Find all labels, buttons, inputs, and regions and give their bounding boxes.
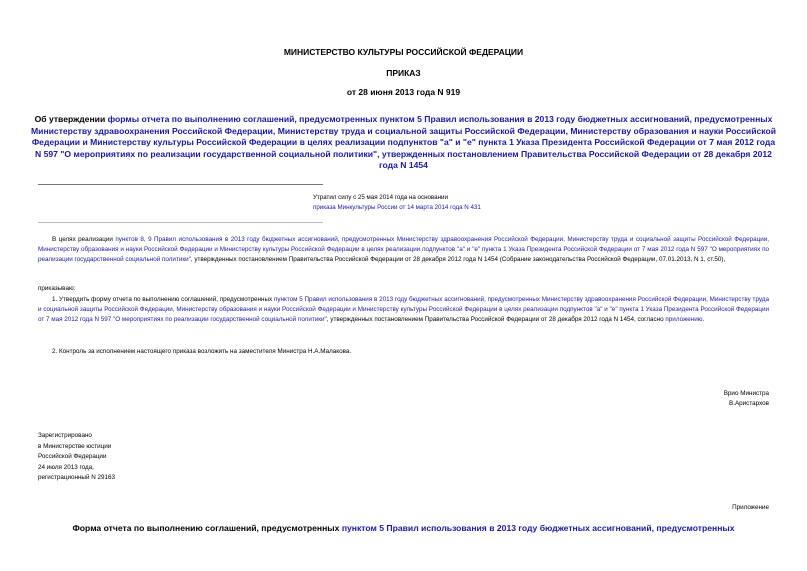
ministry-heading: МИНИСТЕРСТВО КУЛЬТУРЫ РОССИЙСКОЙ ФЕДЕРАЦИИ <box>283 47 524 57</box>
registration-line-5: регистрационный N 29163 <box>38 474 116 481</box>
status-line: Утратил силу с 25 мая 2014 года на основании <box>313 194 448 201</box>
order-word: приказываю: <box>38 285 76 292</box>
status-note <box>313 194 563 211</box>
signature-role: Врио Министра <box>723 390 769 397</box>
registration-line-2: в Министерстве юстиции <box>38 442 112 450</box>
signature-block <box>560 389 769 409</box>
form-title-prefix: Форма отчета по выполнению соглашений, предусмотренных <box>72 523 342 533</box>
item-1-text-2: , утвержденных постановлением Правительства Российской Федерации от 28 декабря 2012 года N 1454, согласно <box>326 316 666 324</box>
preamble-text-2: , утвержденных постановлением Правительства Российской Федерации от 28 декабря 2012 года N 1454 (Собрание законодательства Российской Федерации, 07.01.2013, N 1, ст.50), <box>190 256 726 264</box>
document-date-number: от 28 июня 2013 года N 919 <box>346 87 461 97</box>
form-title <box>0 523 807 533</box>
registration-line-4: 24 июля 2013 года, <box>38 463 94 471</box>
item-2-paragraph: 2. Контроль за исполнением настоящего приказа возложить на заместителя Министра Н.А.Малакова. <box>52 348 352 355</box>
signature-name: В.Аристархов <box>729 400 769 407</box>
preamble-paragraph <box>38 235 769 266</box>
item-1-rules-link[interactable]: пунктом 5 Правил использования в 2013 году бюджетных ассигнований, предусмотренных Министерству здравоохранения Российской Федерации, Министерству труда и социальной защиты Российской Федерации, Министерству образования и науки Российской Федерации и Министерству культуры Российской Федерации в целях реализации подпунктов "а" и "е" пункта 1 Указа Президента Российской Федерации от 7 мая 2012 года N 597 "О мероприятиях по реализации государственной социальной политики" <box>38 296 769 324</box>
title-prefix: Об утверждении <box>34 114 108 124</box>
appendix-link[interactable]: приложению <box>665 316 703 324</box>
registration-line-1: Зарегистрировано <box>38 432 92 439</box>
repeal-order-link[interactable]: приказа Минкультуры России от 14 марта 2014 года N 431 <box>313 204 481 211</box>
registration-block <box>38 431 238 484</box>
document-type: ПРИКАЗ <box>386 68 421 78</box>
form-title-link[interactable]: пунктом 5 Правил использования в 2013 году бюджетных ассигнований, предусмотренных <box>341 523 735 533</box>
item-1-paragraph <box>38 295 769 326</box>
document-title <box>28 114 779 172</box>
item-1-text-1: 1. Утвердить форму отчета по выполнению соглашений, предусмотренных <box>52 296 274 303</box>
registration-line-3: Российской Федерации <box>38 453 107 460</box>
preamble-link[interactable]: пунктов 8, 9 Правил использования в 2013 году бюджетных ассигнований, предусмотренных Министерству здравоохранения Российской Федерации, Министерству труда и социальной защиты Российской Федерации, Министерству образования и науки Российской Федерации и Министерству культуры Российской Федерации в целях реализации подпунктов "а" и "е" пункта 1 Указа Президента Российской Федерации от 7 мая 2012 года N 597 "О мероприятиях по реализации государственной социальной политики" <box>38 236 769 264</box>
divider <box>38 184 323 185</box>
preamble-text-1: В целях реализации <box>52 236 116 243</box>
divider-2 <box>38 222 323 223</box>
appendix-label: Приложение <box>732 504 769 511</box>
item-1-text-3: . <box>702 316 705 324</box>
title-link[interactable]: формы отчета по выполнению соглашений, предусмотренных пунктом 5 Правил использования в 2013 году бюджетных ассигнований, предусмотренных Министерству здравоохранения Российской Федерации, Министерству труда и социальной защиты Российской Федерации, Министерству образования и науки Российской Федерации и Министерству культуры Российской Федерации в целях реализации подпунктов "а" и "е" пункта 1 Указа Президента Российской Федерации от 7 мая 2012 года N 597 "О мероприятиях по реализации государственной социальной политики", утвержденных постановлением Правительства Российской Федерации от 28 декабря 2012 года N 1454 <box>31 114 776 170</box>
